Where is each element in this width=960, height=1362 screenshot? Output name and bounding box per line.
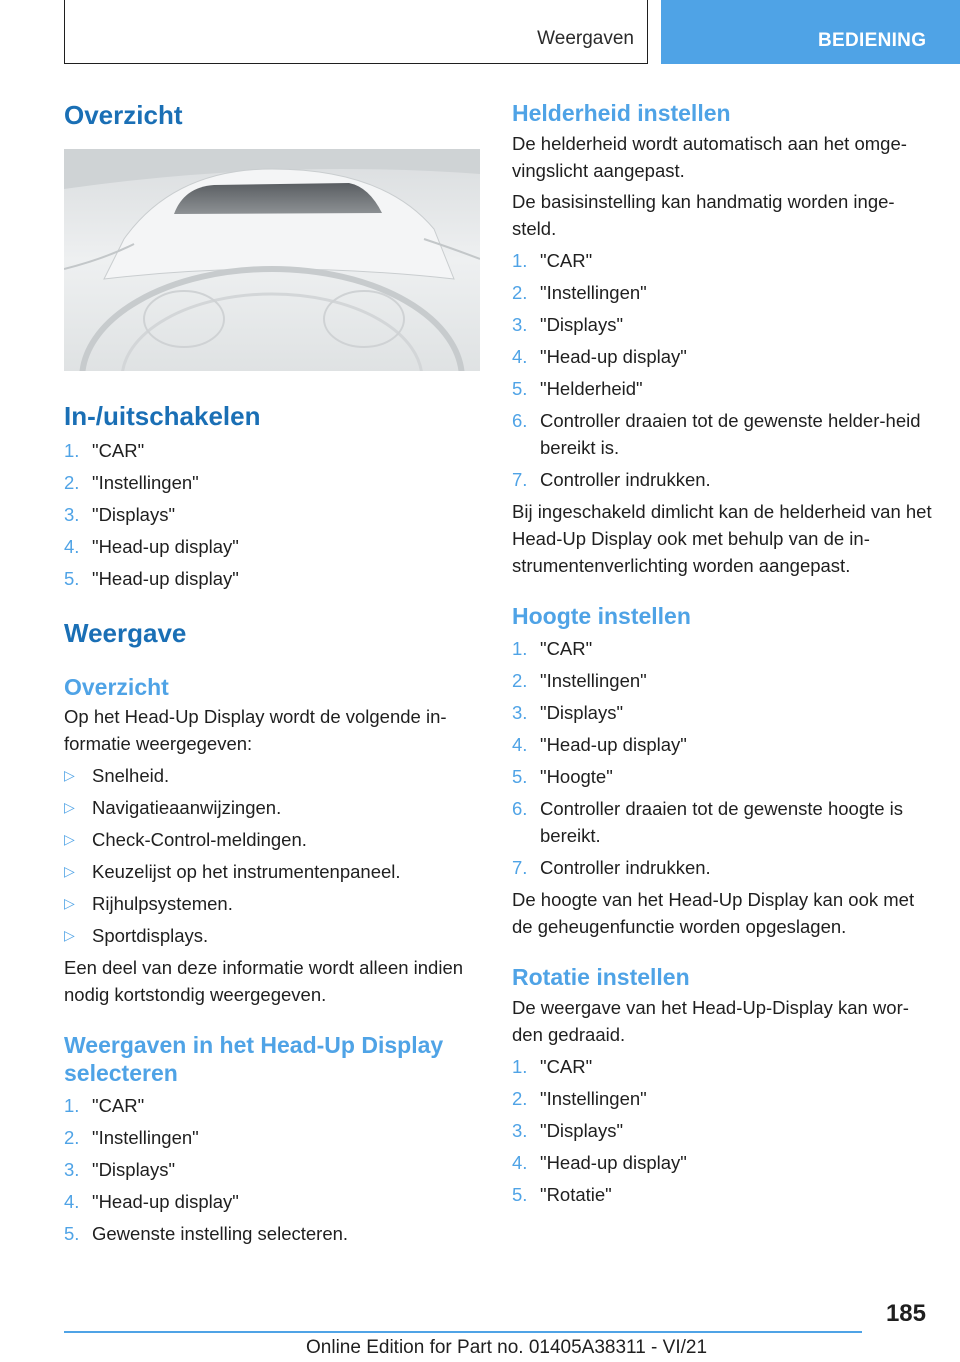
list-item: 5. "Rotatie"	[512, 1183, 612, 1205]
list-item: 4. "Head-up display"	[512, 1151, 687, 1173]
list-item: 3. "Displays"	[512, 702, 624, 724]
page-number: 185	[885, 1300, 926, 1327]
list-item: ▷ Keuzelijst op het instrumentenpaneel.	[64, 858, 480, 885]
height-heading: Hoogte instellen	[512, 602, 691, 629]
list-item: 3. "Displays"	[64, 1159, 176, 1181]
rotation-p1: De weergave van het Head-Up-Display kan wor-den gedraaid.	[512, 996, 909, 1045]
triangle-bullet-icon: ▷	[64, 831, 75, 848]
list-item: 2. "Instellingen"	[512, 281, 647, 303]
triangle-bullet-icon: ▷	[64, 767, 75, 784]
brightness-steps	[512, 247, 932, 493]
list-item: ▷ Rijhulpsystemen.	[64, 890, 480, 917]
list-item: ▷ Snelheid.	[64, 762, 480, 789]
list-item: 5. "Head-up display"	[64, 568, 239, 590]
right-column	[512, 100, 932, 1208]
height-note: De hoogte van het Head-Up Display kan ook met de geheugenfunctie worden opgeslagen.	[512, 889, 915, 938]
header-chapter-tab: BEDIENING	[661, 0, 960, 64]
overview-heading: Overzicht	[64, 100, 183, 130]
onoff-steps	[64, 437, 480, 592]
select-heading: Weergaven in het Head-Up Display selecteren	[64, 1032, 444, 1086]
footer-divider	[64, 1331, 862, 1333]
list-item: ▷ Navigatieaanwijzingen.	[64, 794, 480, 821]
list-item: 3. "Displays"	[512, 313, 624, 335]
list-item: 2. "Instellingen"	[512, 1087, 647, 1109]
weergave-note: Een deel van deze informatie wordt alleen indien nodig kortstondig weergegeven.	[64, 957, 464, 1006]
list-item: 2. "Instellingen"	[64, 472, 199, 494]
list-item: 6. Controller draaien tot de gewenste helder-heid bereikt is.	[512, 409, 921, 458]
list-item: 1. "CAR"	[512, 249, 593, 271]
brightness-p2: De basisinstelling kan handmatig worden inge-steld.	[512, 190, 895, 239]
header-section-title: Weergaven	[537, 28, 634, 49]
weergave-overview-subheading: Overzicht	[64, 673, 169, 700]
list-item: 7. Controller indrukken.	[512, 468, 711, 490]
list-item: 5. "Helderheid"	[512, 377, 643, 399]
list-item: 2. "Instellingen"	[512, 670, 647, 692]
list-item: 4. "Head-up display"	[64, 536, 239, 558]
head-up-display-photo	[64, 149, 480, 371]
rotation-heading: Rotatie instellen	[512, 964, 690, 991]
list-item: 1. "CAR"	[512, 1055, 593, 1077]
weergave-heading: Weergave	[64, 618, 187, 649]
brightness-note: Bij ingeschakeld dimlicht kan de helderheid van het Head-Up Display ook met behulp van de in-strumentenverlichting worden aangepast.	[512, 500, 932, 576]
triangle-bullet-icon: ▷	[64, 927, 75, 944]
list-item: 3. "Displays"	[512, 1119, 624, 1141]
brightness-p1: De helderheid wordt automatisch aan het omge-vingslicht aangepast.	[512, 132, 907, 181]
onoff-heading: In-/uitschakelen	[64, 401, 261, 432]
left-column	[64, 100, 480, 1247]
list-item: 1. "CAR"	[64, 1095, 145, 1117]
triangle-bullet-icon: ▷	[64, 863, 75, 880]
edition-footer: Online Edition for Part no. 01405A38311 - VI/21	[306, 1337, 708, 1358]
list-item: 4. "Head-up display"	[512, 734, 687, 756]
brightness-heading: Helderheid instellen	[512, 100, 731, 126]
list-item: 3. "Displays"	[64, 504, 176, 526]
list-item: 2. "Instellingen"	[64, 1127, 199, 1149]
select-steps	[64, 1092, 480, 1247]
rotation-steps	[512, 1053, 932, 1208]
list-item: 5. "Hoogte"	[512, 766, 613, 788]
list-item: 4. "Head-up display"	[512, 345, 687, 367]
list-item: 6. Controller draaien tot de gewenste hoogte is bereikt.	[512, 798, 904, 847]
list-item: ▷ Sportdisplays.	[64, 922, 480, 949]
list-item: 7. Controller indrukken.	[512, 857, 711, 879]
triangle-bullet-icon: ▷	[64, 799, 75, 816]
list-item: 5. Gewenste instelling selecteren.	[64, 1223, 349, 1245]
list-item: 4. "Head-up display"	[64, 1191, 239, 1213]
weergave-bullets	[64, 762, 480, 949]
weergave-intro: Op het Head-Up Display wordt de volgende in-formatie weergegeven:	[64, 706, 447, 755]
list-item: 1. "CAR"	[512, 638, 593, 660]
height-steps	[512, 635, 932, 881]
list-item: 1. "CAR"	[64, 440, 145, 462]
triangle-bullet-icon: ▷	[64, 895, 75, 912]
list-item: ▷ Check-Control-meldingen.	[64, 826, 480, 853]
